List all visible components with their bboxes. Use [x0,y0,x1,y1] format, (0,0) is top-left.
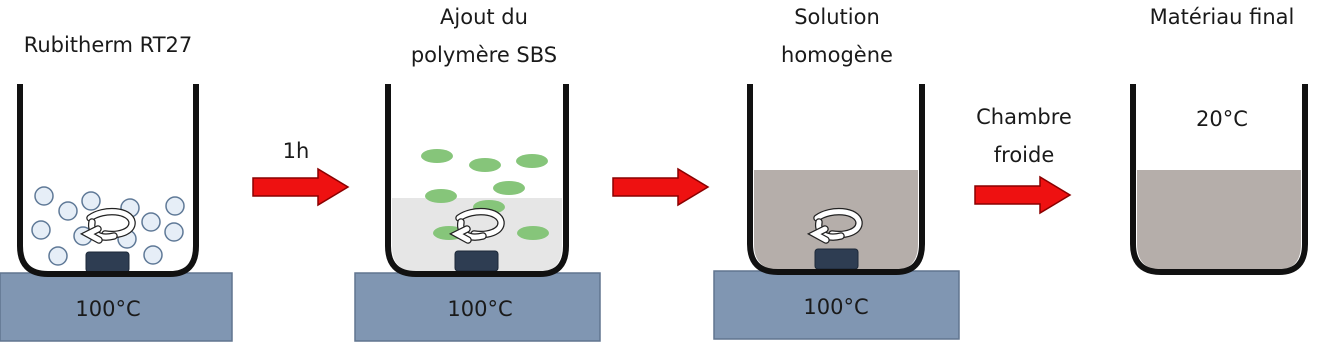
polymer-particle [493,181,525,195]
polymer-particle [425,189,457,203]
hot-plate-3-temperature: 100°C [803,295,869,319]
step-2-title-line-1: Ajout du [440,5,528,29]
wax-bead [35,187,53,205]
step-4-temperature: 20°C [1196,107,1248,131]
arrow-2-shape [613,169,708,205]
hot-plate-1-temperature: 100°C [75,297,141,321]
polymer-particle [517,226,549,240]
step-2 [355,5,600,341]
step-3-title-line-2: homogène [781,43,893,67]
wax-bead [59,202,77,220]
step-3 [714,5,959,339]
wax-bead [49,247,67,265]
material-4 [1137,170,1301,270]
stir-bar-1 [86,252,129,272]
hot-plate-2-temperature: 100°C [447,297,513,321]
step-2-title-line-2: polymère SBS [410,43,558,67]
wax-bead [144,246,162,264]
arrow-3-shape [975,177,1070,213]
step-4-title: Matériau final [1149,5,1295,29]
arrow-1-label: 1h [282,139,310,163]
wax-bead [142,213,160,231]
polymer-particle [516,154,548,168]
step-1 [0,33,232,341]
step-1-title: Rubitherm RT27 [23,33,193,57]
stir-bar-2 [455,251,498,271]
arrow-2 [613,169,708,205]
arrow-1-shape [253,169,348,205]
beaker-1 [20,84,196,274]
arrow-3-label-line-2: froide [993,143,1055,167]
step-3-title-line-1: Solution [794,5,880,29]
arrow-3 [975,105,1072,213]
stir-bar-3 [815,249,858,269]
polymer-particle [469,158,501,172]
wax-bead [32,221,50,239]
stir-icon [88,212,132,240]
wax-bead [166,197,184,215]
wax-bead [165,223,183,241]
polymer-particle [421,149,453,163]
arrow-3-label-line-1: Chambre [976,105,1072,129]
step-4 [1133,5,1305,272]
wax-bead [82,192,100,210]
arrow-1 [253,139,348,205]
